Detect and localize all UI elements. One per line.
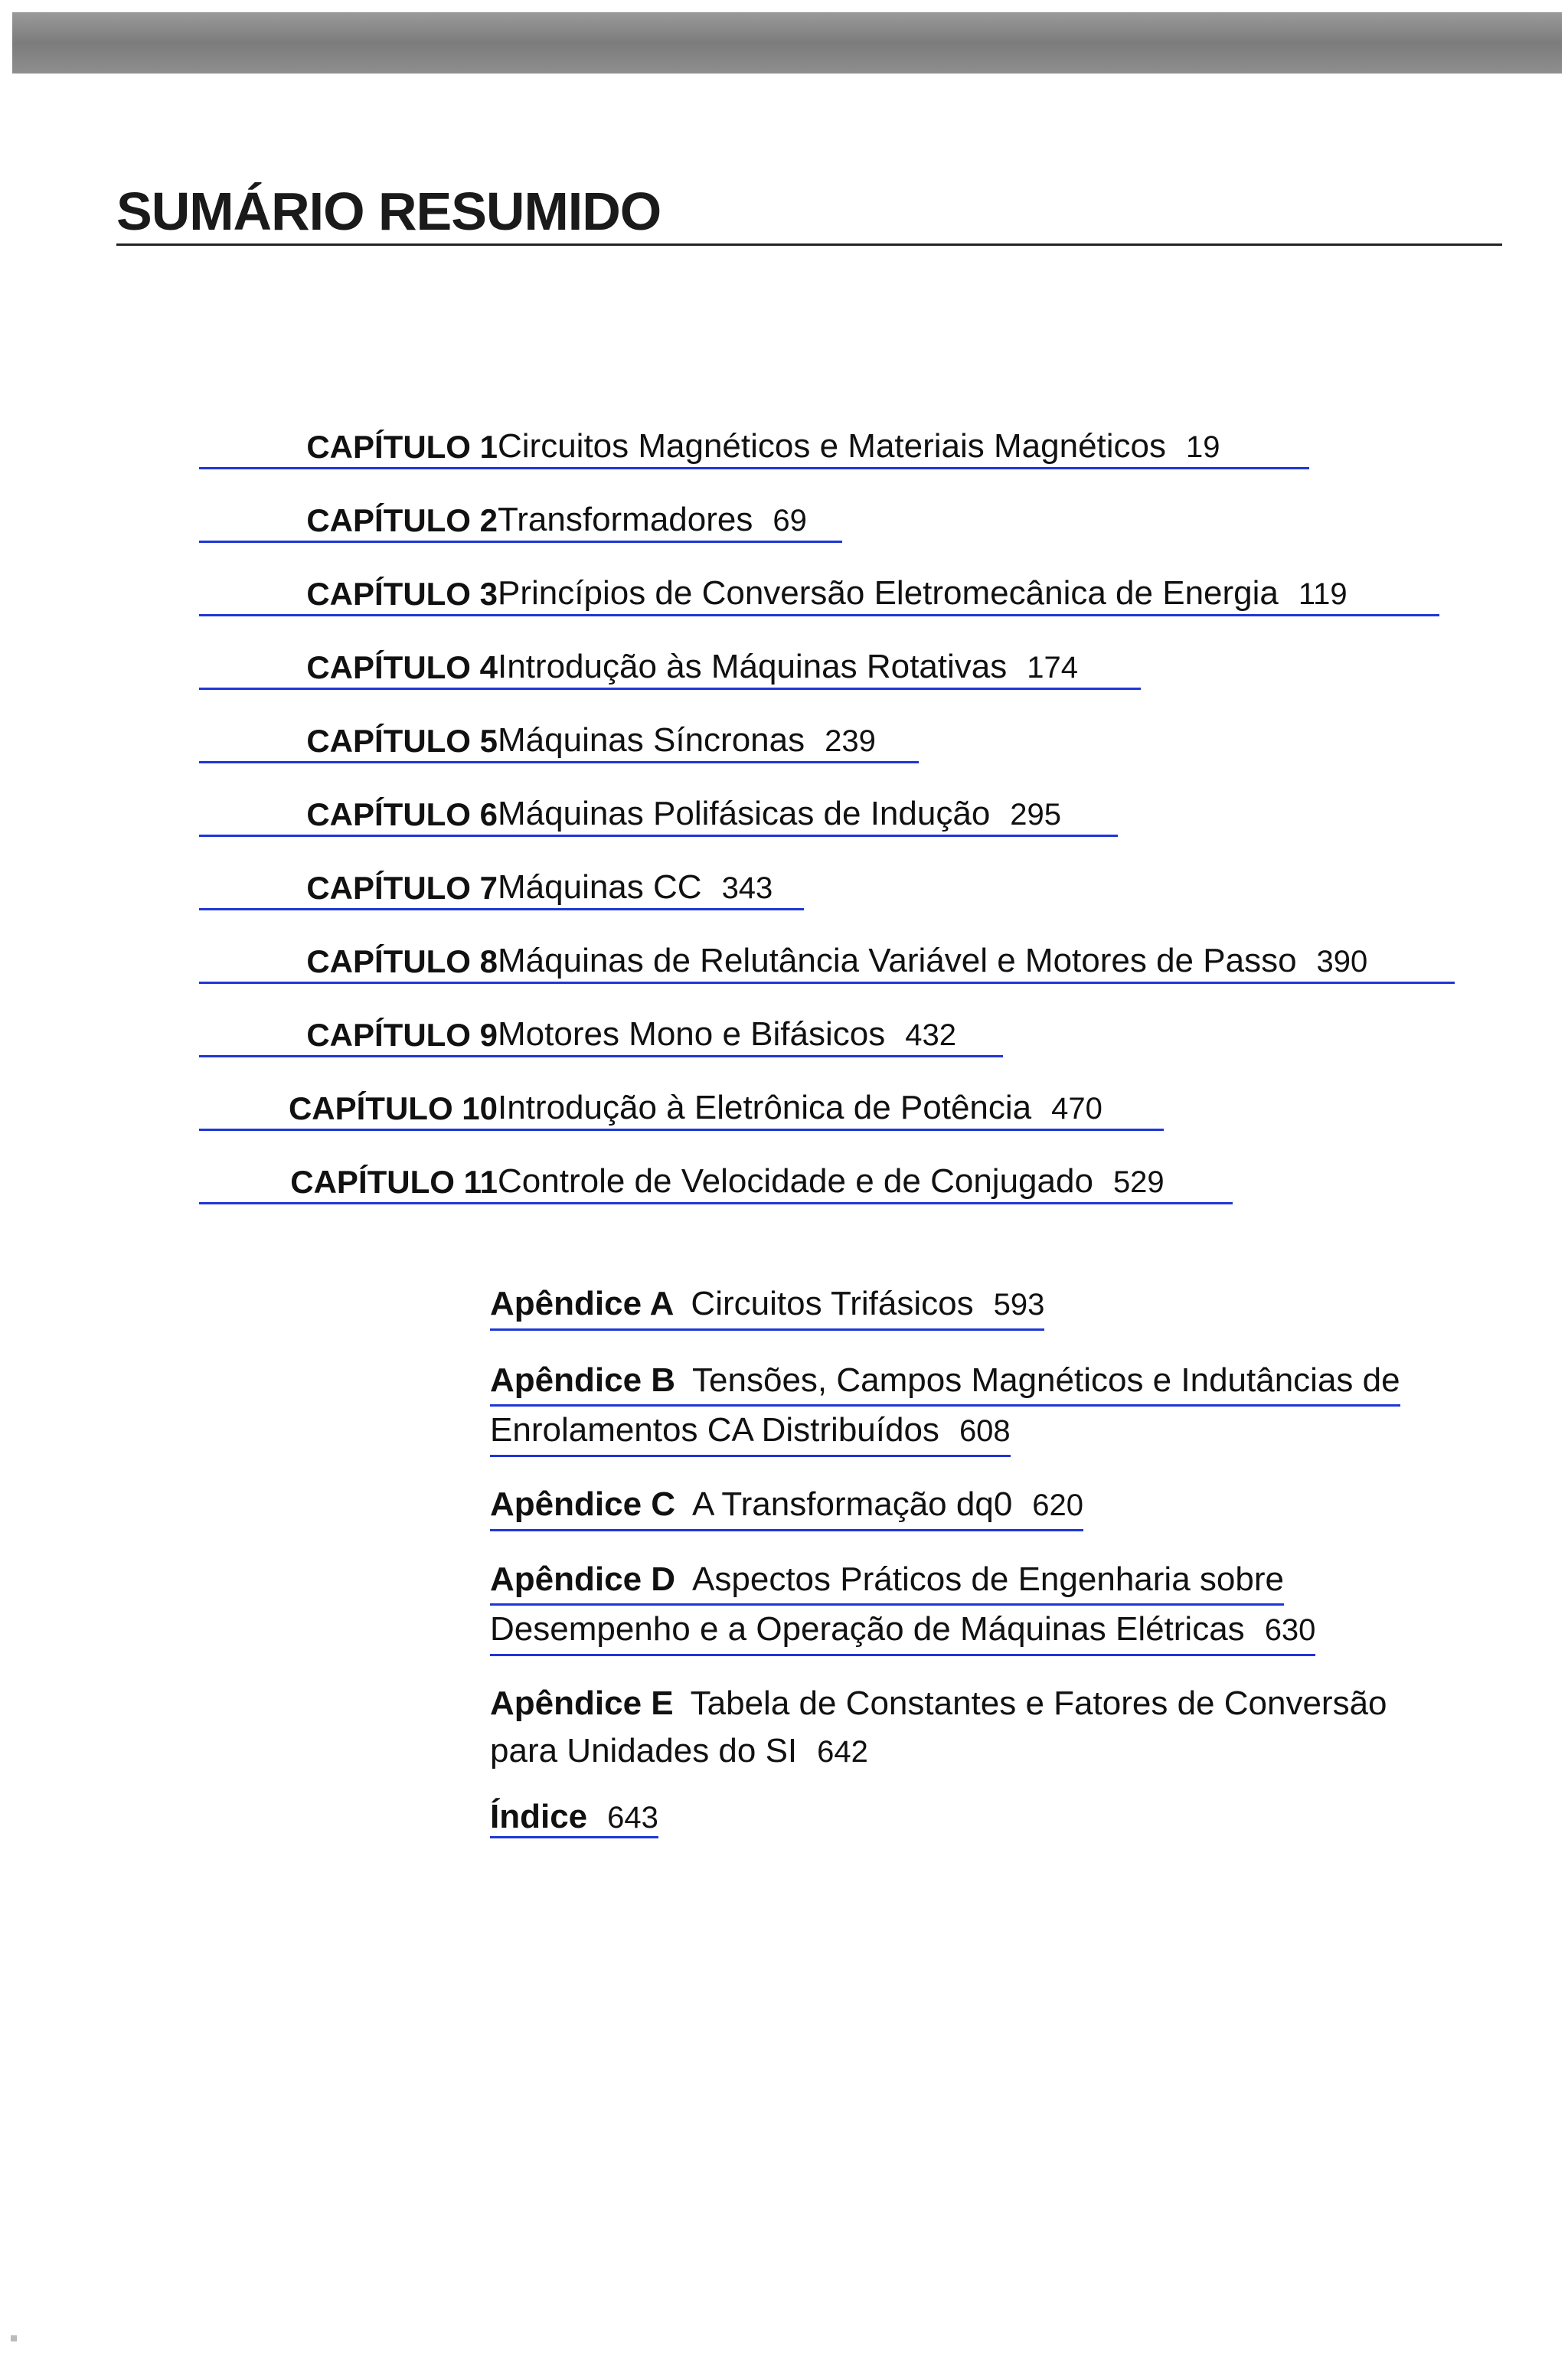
chapter-page: 529 [1112,1165,1165,1199]
appendix-label: Apêndice C [490,1485,676,1523]
chapter-number: CAPÍTULO 5 [306,723,498,759]
appendix-label: Apêndice E [490,1684,674,1722]
appendix-a-link[interactable] [490,1280,1044,1331]
chapter-title: Máquinas Polifásicas de Indução 295 [498,795,1062,832]
appendix-title-continued: Enrolamentos CA Distribuídos [490,1411,939,1449]
chapter-link-8[interactable] [199,928,1455,984]
chapter-title: Máquinas CC 343 [498,868,773,906]
chapter-number: CAPÍTULO 2 [306,502,498,538]
appendix-page: 642 [817,1735,868,1769]
chapter-link-10[interactable] [199,1075,1164,1131]
scan-mark [11,2335,17,2341]
appendix-e-entry [490,1680,1387,1776]
page-title: SUMÁRIO RESUMIDO [116,181,662,241]
chapter-link-7[interactable] [199,854,804,910]
chapter-number: CAPÍTULO 4 [306,649,498,685]
chapter-title: Máquinas de Relutância Variável e Motores de Passo 390 [498,942,1368,979]
appendix-title: Tabela de Constantes e Fatores de Conversão [690,1684,1387,1722]
appendix-label: Apêndice D [490,1560,676,1598]
header-band [12,12,1562,74]
chapter-page: 470 [1051,1092,1102,1126]
chapter-page: 119 [1298,577,1348,611]
chapter-title: Motores Mono e Bifásicos 432 [498,1015,956,1053]
appendix-page: 620 [1032,1488,1084,1522]
chapter-page: 239 [825,724,876,758]
appendix-page: 630 [1264,1613,1316,1647]
chapter-page: 432 [905,1018,956,1052]
chapter-link-5[interactable] [199,707,919,763]
appendix-title: Circuitos Trifásicos [691,1285,974,1322]
chapter-page: 343 [721,871,773,905]
appendix-title-continued: para Unidades do SI [490,1732,798,1769]
appendix-page: 608 [959,1414,1011,1448]
appendix-title-continued: Desempenho e a Operação de Máquinas Elétricas [490,1610,1245,1648]
chapter-link-1[interactable] [199,413,1309,469]
chapter-title: Controle de Velocidade e de Conjugado 529 [498,1162,1165,1200]
chapter-link-4[interactable] [199,634,1141,690]
appendix-title: Aspectos Práticos de Engenharia sobre [692,1560,1284,1598]
appendix-c-link[interactable] [490,1481,1083,1531]
chapter-number: CAPÍTULO 6 [306,796,498,832]
chapter-number: CAPÍTULO 8 [306,943,498,979]
chapter-page: 295 [1010,798,1062,832]
chapter-title: Princípios de Conversão Eletromecânica de Energia 119 [498,574,1348,612]
index-link[interactable] [490,1798,658,1838]
chapter-link-2[interactable] [199,487,842,543]
index-label: Índice [490,1798,588,1835]
chapter-link-11[interactable] [199,1149,1233,1204]
chapter-number: CAPÍTULO 1 [306,429,498,465]
chapter-link-6[interactable] [199,781,1118,837]
appendix-title: Tensões, Campos Magnéticos e Indutâncias de [692,1361,1400,1399]
chapter-number: CAPÍTULO 10 [288,1090,498,1126]
chapter-title: Máquinas Síncronas 239 [498,721,876,759]
chapter-title: Introdução às Máquinas Rotativas 174 [498,648,1079,685]
chapter-link-9[interactable] [199,1002,1003,1057]
appendix-d-link[interactable] [490,1556,1315,1656]
index-page: 643 [607,1801,658,1835]
chapter-number: CAPÍTULO 9 [306,1017,498,1053]
appendix-label: Apêndice B [490,1361,676,1399]
chapter-number: CAPÍTULO 3 [306,576,498,612]
chapter-page: 69 [773,504,807,538]
chapter-page: 390 [1316,945,1368,979]
appendix-title: A Transformação dq0 [692,1485,1013,1523]
title-rule [116,243,1502,246]
chapter-number: CAPÍTULO 11 [290,1164,498,1200]
chapter-page: 174 [1027,651,1079,685]
chapter-number: CAPÍTULO 7 [306,870,498,906]
chapter-link-3[interactable] [199,560,1439,616]
chapter-title: Introdução à Eletrônica de Potência 470 [498,1089,1102,1126]
chapter-title: Transformadores 69 [498,501,807,538]
appendix-page: 593 [993,1288,1045,1322]
chapter-title: Circuitos Magnéticos e Materiais Magnéticos 19 [498,427,1220,465]
chapter-page: 19 [1186,430,1220,464]
appendix-b-link[interactable] [490,1357,1400,1457]
appendix-label: Apêndice A [490,1285,675,1322]
